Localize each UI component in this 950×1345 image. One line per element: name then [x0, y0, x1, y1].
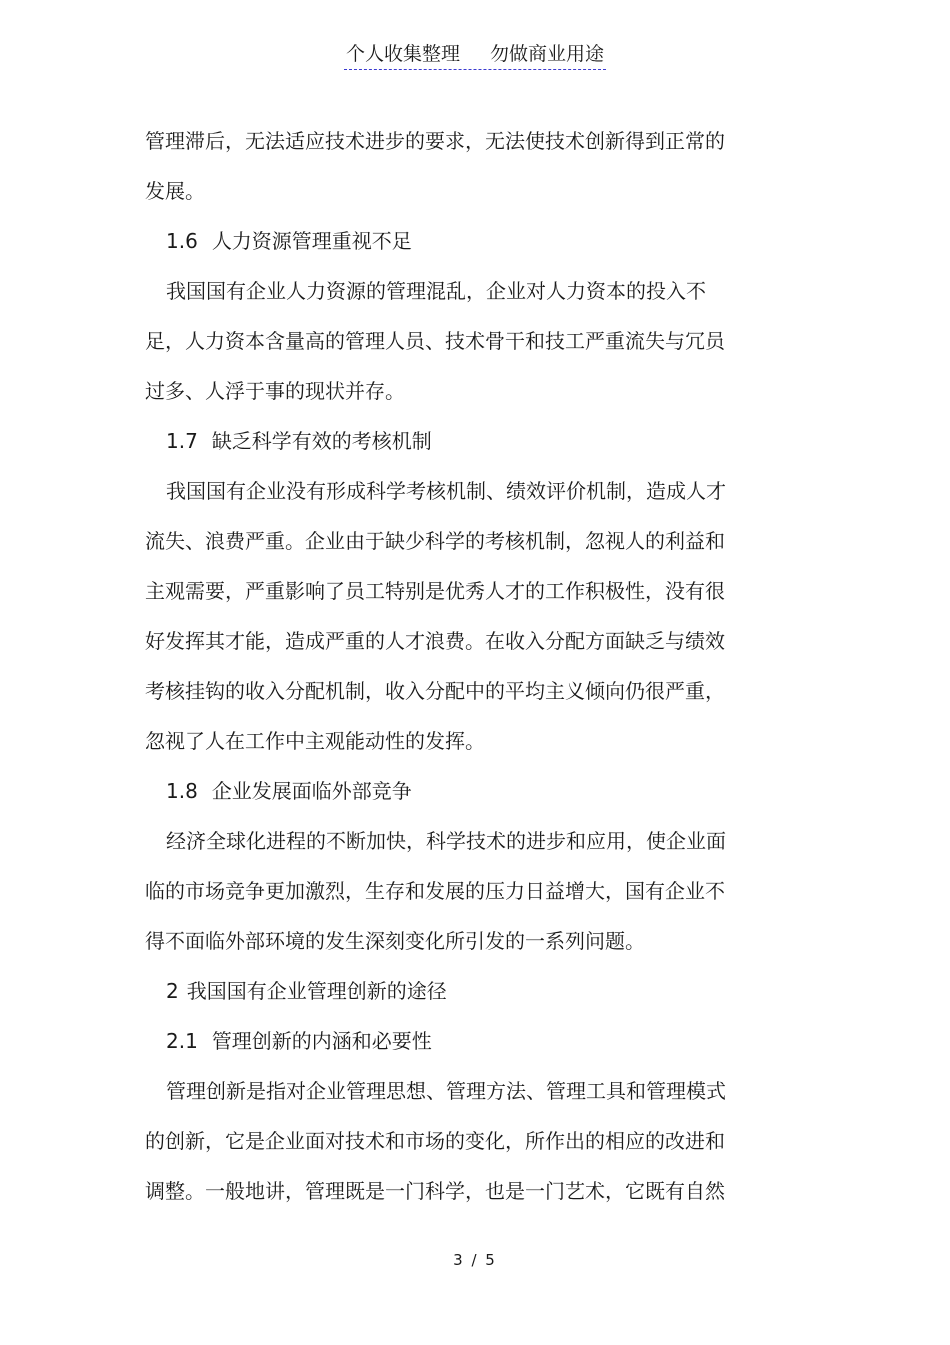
- heading-title: 企业发展面临外部竞争: [211, 779, 412, 803]
- text-line: 过多、人浮于事的现状并存。: [145, 379, 405, 403]
- page-number: 3 / 5: [453, 1251, 497, 1269]
- text-line: 考核挂钩的收入分配机制，收入分配中的平均主义倾向仍很严重，: [145, 679, 725, 703]
- text-line: 临的市场竞争更加激烈，生存和发展的压力日益增大，国有企业不: [145, 879, 725, 903]
- heading-title: 人力资源管理重视不足: [211, 229, 412, 253]
- heading-title: 管理创新的内涵和必要性: [211, 1029, 432, 1053]
- heading-number: 2.1: [166, 1029, 198, 1053]
- heading-number: 1.6: [166, 229, 198, 253]
- text-line: 足，人力资本含量高的管理人员、技术骨干和技工严重流失与冗员: [145, 329, 725, 353]
- header-watermark: [344, 40, 606, 70]
- header-left-text: 个人收集整理: [345, 43, 460, 65]
- heading-title: 我国国有企业管理创新的途径: [186, 979, 447, 1003]
- header-right-text: 勿做商业用途: [490, 43, 605, 65]
- text-line: 我国国有企业没有形成科学考核机制、绩效评价机制，造成人才: [166, 479, 726, 503]
- text-line: 流失、浪费严重。企业由于缺少科学的考核机制，忽视人的利益和: [145, 529, 725, 553]
- section-heading-2-1: [145, 1016, 753, 1066]
- section-heading-2: [145, 966, 753, 1016]
- text-line: 的创新，它是企业面对技术和市场的变化，所作出的相应的改进和: [145, 1129, 725, 1153]
- text-line: 好发挥其才能，造成严重的人才浪费。在收入分配方面缺乏与绩效: [145, 629, 725, 653]
- heading-number: 2: [166, 979, 179, 1003]
- text-line: 得不面临外部环境的发生深刻变化所引发的一系列问题。: [145, 929, 645, 953]
- page-header: [0, 40, 950, 70]
- section-heading-1-8: [145, 766, 753, 816]
- section-heading-1-7: [145, 416, 753, 466]
- text-line: 经济全球化进程的不断加快，科学技术的进步和应用，使企业面: [166, 829, 726, 853]
- heading-title: 缺乏科学有效的考核机制: [211, 429, 432, 453]
- heading-number: 1.8: [166, 779, 198, 803]
- text-line: 管理创新是指对企业管理思想、管理方法、管理工具和管理模式: [166, 1079, 726, 1103]
- document-body: [145, 116, 753, 1216]
- text-line: 主观需要，严重影响了员工特别是优秀人才的工作积极性，没有很: [145, 579, 725, 603]
- text-line: 我国国有企业人力资源的管理混乱，企业对人力资本的投入不: [166, 279, 706, 303]
- text-line: 调整。一般地讲，管理既是一门科学，也是一门艺术，它既有自然: [145, 1179, 725, 1203]
- text-line: 发展。: [145, 179, 205, 203]
- section-heading-1-6: [145, 216, 753, 266]
- text-line: 管理滞后，无法适应技术进步的要求，无法使技术创新得到正常的: [145, 129, 725, 153]
- heading-number: 1.7: [166, 429, 198, 453]
- text-line: 忽视了人在工作中主观能动性的发挥。: [145, 729, 485, 753]
